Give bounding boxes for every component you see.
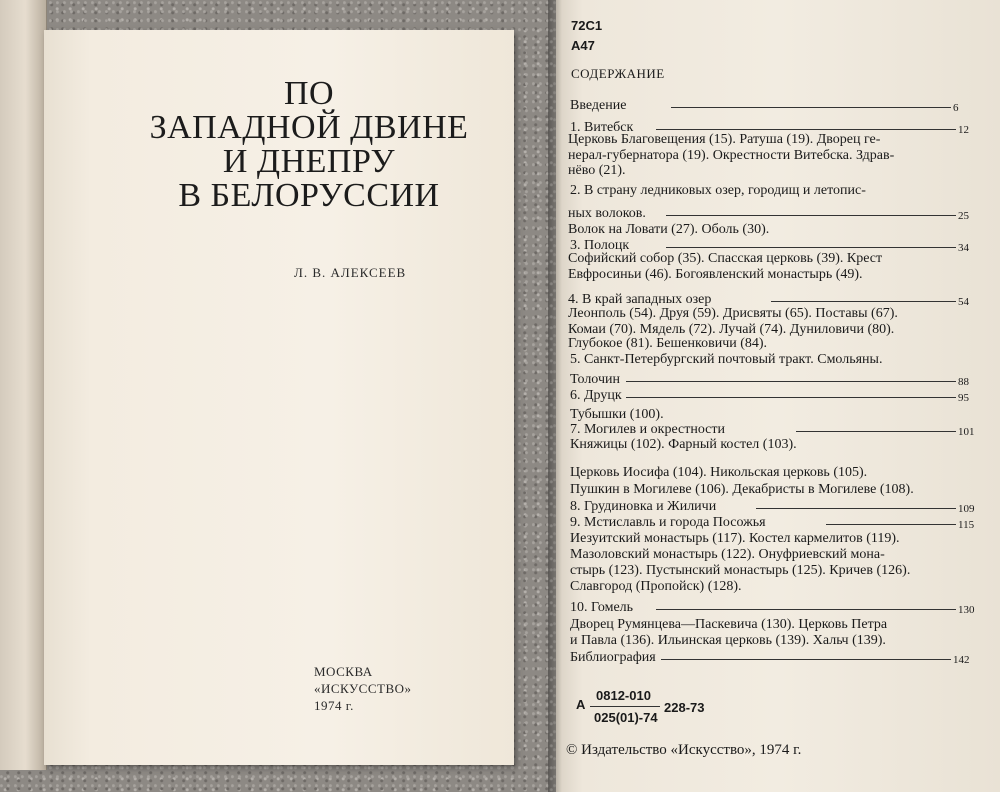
toc-line: 3. Полоцк <box>570 238 630 253</box>
title-line-1: ПО <box>283 75 335 112</box>
toc-line: Славгород (Пропойск) (128). <box>570 579 742 594</box>
toc-leader-line <box>771 301 956 302</box>
toc-page-number: 115 <box>958 519 975 531</box>
toc-line: стырь (123). Пустынский монастырь (125). Кричев (126). <box>570 563 911 578</box>
toc-line: 4. В край западных озер <box>568 292 712 307</box>
toc-leader-line <box>656 129 956 130</box>
toc-line: Иезуитский монастырь (117). Костел кармелитов (119). <box>570 531 900 546</box>
toc-page-number: 95 <box>958 392 969 404</box>
toc-line: 5. Санкт-Петербургский почтовый тракт. Смольяны. <box>570 352 883 367</box>
toc-line: ных волоков. <box>568 206 646 221</box>
toc-line: и Павла (136). Ильинская церковь (139). Хальч (139). <box>570 633 886 648</box>
code-a47: А47 <box>571 38 595 53</box>
toc-line: Волок на Ловати (27). Оболь (30). <box>568 222 770 237</box>
toc-leader-line <box>626 397 956 398</box>
toc-leader-line <box>661 659 951 660</box>
toc-leader-line <box>666 215 956 216</box>
toc-line: Леонполь (54). Друя (59). Дрисвяты (65). Поставы (67). <box>568 306 898 321</box>
toc-page-number: 12 <box>958 124 969 136</box>
toc-page-number: 101 <box>958 426 975 438</box>
toc-line: 7. Могилев и окрестности <box>570 422 725 437</box>
toc-line: 6. Друцк <box>570 388 622 403</box>
toc-line: Мазоловский монастырь (122). Онуфриевский мона- <box>570 547 885 562</box>
code-72c1: 72С1 <box>571 18 603 33</box>
toc-leader-line <box>626 381 956 382</box>
title-line-3: И ДНЕПРУ <box>222 143 396 180</box>
toc-line: 1. Витебск <box>570 120 634 135</box>
toc-line: Дворец Румянцева—Паскевича (130). Церковь Петра <box>570 617 888 632</box>
toc-line: Софийский собор (35). Спасская церковь (39). Крест <box>568 251 883 266</box>
imprint-year: 1974 г. <box>314 698 354 713</box>
contents-page <box>556 0 1000 792</box>
imprint-city: МОСКВА <box>314 664 373 679</box>
toc-page-number: 25 <box>958 210 969 222</box>
toc-line: Толочин <box>570 372 620 387</box>
toc-page-number: 54 <box>958 296 969 308</box>
toc-line: Княжицы (102). Фарный костел (103). <box>570 437 797 452</box>
class-fraction-line <box>590 706 660 707</box>
class-suffix: 228-73 <box>664 700 705 715</box>
toc-leader-line <box>756 508 956 509</box>
toc-page-number: 130 <box>958 604 975 616</box>
class-bottom: 025(01)-74 <box>594 710 658 725</box>
copyright-notice: © Издательство «Искусство», 1974 г. <box>566 742 802 758</box>
toc-page-number: 34 <box>958 242 969 254</box>
contents-heading: СОДЕРЖАНИЕ <box>571 66 665 81</box>
previous-book-page <box>0 0 47 770</box>
author-name: Л. В. АЛЕКСЕЕВ <box>294 265 407 280</box>
title-line-4: В БЕЛОРУССИИ <box>178 177 440 214</box>
toc-page-number: 88 <box>958 376 969 388</box>
toc-page-number: 142 <box>953 654 970 666</box>
toc-line: нерал-губернатора (19). Окрестности Витебска. Здрав- <box>568 148 895 163</box>
toc-line: Пушкин в Могилеве (106). Декабристы в Могилеве (108). <box>570 482 914 497</box>
toc-line: нёво (21). <box>568 163 626 178</box>
title-line-2: ЗАПАДНОЙ ДВИНЕ <box>149 109 469 146</box>
gutter-shadow <box>548 0 562 792</box>
toc-line: 9. Мстиславль и города Посожья <box>570 515 766 530</box>
toc-line: Церковь Благовещения (15). Ратуша (19). Дворец ге- <box>568 132 881 147</box>
toc-line: Комаи (70). Мядель (72). Лучай (74). Дуниловичи (80). <box>568 322 895 337</box>
toc-leader-line <box>656 609 956 610</box>
toc-line: Глубокое (81). Бешенковичи (84). <box>568 336 768 351</box>
toc-line: 10. Гомель <box>570 600 634 615</box>
toc-line: Евфросиньи (46). Богоявленский монастырь (49). <box>568 267 863 282</box>
class-prefix: А <box>576 697 586 712</box>
toc-line: Библиография <box>570 650 656 665</box>
toc-leader-line <box>671 107 951 108</box>
toc-leader-line <box>666 247 956 248</box>
toc-page-number: 6 <box>953 102 959 114</box>
class-top: 0812-010 <box>596 688 651 703</box>
toc-line: Церковь Иосифа (104). Никольская церковь (105). <box>570 465 868 480</box>
toc-line: 8. Грудиновка и Жиличи <box>570 499 717 514</box>
title-page <box>44 30 514 765</box>
toc-line: Тубышки (100). <box>570 407 664 422</box>
toc-leader-line <box>826 524 956 525</box>
toc-line: Введение <box>570 98 627 113</box>
toc-page-number: 109 <box>958 503 975 515</box>
toc-line: 2. В страну ледниковых озер, городищ и летопис- <box>570 183 866 198</box>
toc-leader-line <box>796 431 956 432</box>
imprint-publisher: «ИСКУССТВО» <box>314 681 412 696</box>
